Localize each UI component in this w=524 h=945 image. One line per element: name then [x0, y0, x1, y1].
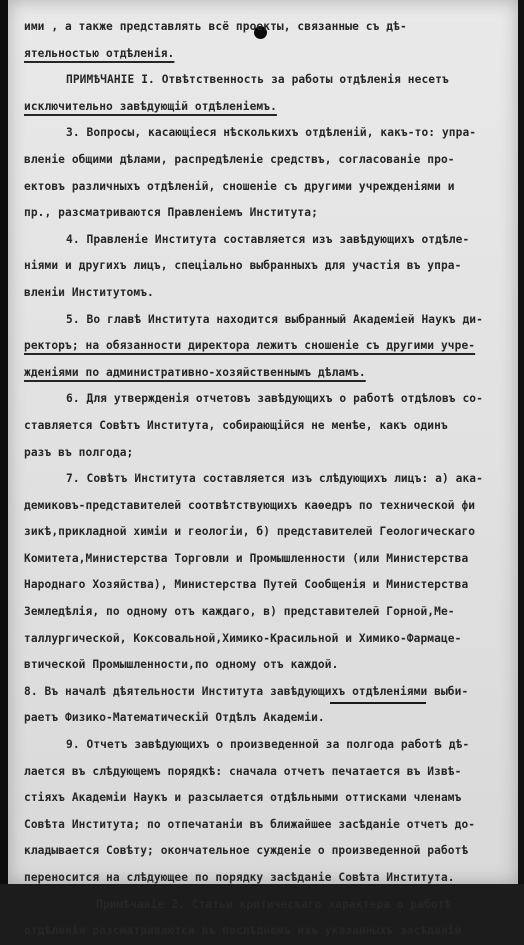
- paragraph-8: 8. Въ началѣ дѣятельности Института завѣдующихъ отдѣленіями выби-: [24, 684, 469, 698]
- text-line: кладывается Совѣту; окончательное сужденіе о произведенной работѣ: [24, 844, 469, 858]
- text-line: втической Промышленности,по одному отъ каждой.: [24, 658, 339, 672]
- paragraph-4: 4. Правленіе Института составляется изъ завѣдующихъ отдѣле-: [66, 232, 470, 246]
- text-line: отдѣленія разсматриваются въ послѣднемъ изъ указанныхъ засѣданій: [24, 924, 462, 938]
- text-line: Комитета,Министерства Торговли и Промышленности (или Министерства: [24, 551, 469, 565]
- text-line: ректоръ; на обязанности директора лежитъ сношеніе съ другими учре-: [24, 339, 476, 353]
- text-line: лается въ слѣдующемъ порядкѣ: сначала отчетъ печатается въ Извѣ-: [24, 764, 462, 778]
- text-line: стіяхъ Академіи Наукъ и разсылается отдѣльными оттисками членамъ: [24, 791, 462, 805]
- text-line: ими , а также представлять всё проекты, связанные съ дѣ-: [24, 20, 407, 33]
- hand-underline: [330, 702, 426, 704]
- paragraph-3: 3. Вопросы, касающіеся нѣсколькихъ отдѣленій, какъ-то: упра-: [66, 126, 477, 140]
- text-line: ставляется Совѣтъ Института, собирающійся не менѣе, какъ одинъ: [24, 418, 448, 432]
- document-text: [24, 14, 508, 945]
- text-line: разъ въ полгода;: [24, 445, 134, 459]
- note-1-heading: ПРИМѢЧАНІЕ I. Отвѣтственность за работы отдѣленія несетъ: [66, 73, 449, 87]
- text-line: переносится на слѣдующее по порядку засѣданіе Совѣта Института.: [24, 871, 455, 884]
- paragraph-9: 9. Отчетъ завѣдующихъ о произведенной за полгода работѣ дѣ-: [66, 738, 470, 752]
- text-line: пр., разсматриваются Правленіемъ Института;: [24, 206, 318, 220]
- text-line: исключительно завѣдующій отдѣленіемъ.: [24, 99, 277, 113]
- scan-right-edge: [518, 0, 524, 884]
- text-line: вленіе общими дѣлами, распредѣленіе средствъ, согласованіе про-: [24, 152, 455, 166]
- text-line: ятельностью отдѣленія.: [24, 46, 175, 60]
- text-line: таллургической, Коксовальной,Химико-Красильной и Химико-Фармаце-: [24, 631, 462, 645]
- scan-left-edge: [0, 0, 8, 884]
- paragraph-7: 7. Совѣтъ Института составляется изъ слѣдующихъ лицъ: а) ака-: [66, 472, 483, 486]
- text-line: демиковъ-представителей соотвѣтствующихъ каѳедръ по технической фи: [24, 498, 476, 512]
- note-2-heading: Примѣчаніе 2. Статьи критическаго характера о работѣ: [96, 897, 452, 911]
- document-page: [8, 0, 518, 938]
- text-line: жденіями по административно-хозяйственнымъ дѣламъ.: [24, 365, 366, 379]
- text-line: Земледѣлія, по одному отъ каждаго, в) представителей Горной,Ме-: [24, 605, 455, 619]
- paragraph-5: 5. Во главѣ Института находится выбранный Академіей Наукъ ди-: [66, 312, 483, 326]
- text-line: раетъ Физико-Математическій Отдѣлъ Академіи.: [24, 711, 325, 725]
- text-line: вленіи Институтомъ.: [24, 285, 154, 299]
- text-line: Народнаго Хозяйства), Министерства Путей Сообщенія и Министерства: [24, 578, 469, 592]
- text-line: зикѣ,прикладной химіи и геологіи, б) представителей Геологическаго: [24, 525, 476, 539]
- text-line: Совѣта Института; по отпечатаніи въ ближайшее засѣданіе отчетъ до-: [24, 817, 476, 831]
- paragraph-6: 6. Для утвержденія отчетовъ завѣдующихъ о работѣ отдѣловъ со-: [66, 392, 483, 406]
- text-line: ектовъ различныхъ отдѣленій, сношеніе съ другими учрежденіями и: [24, 179, 455, 193]
- text-line: ніями и другихъ лицъ, спеціально выбранныхъ для участія въ упра-: [24, 259, 462, 273]
